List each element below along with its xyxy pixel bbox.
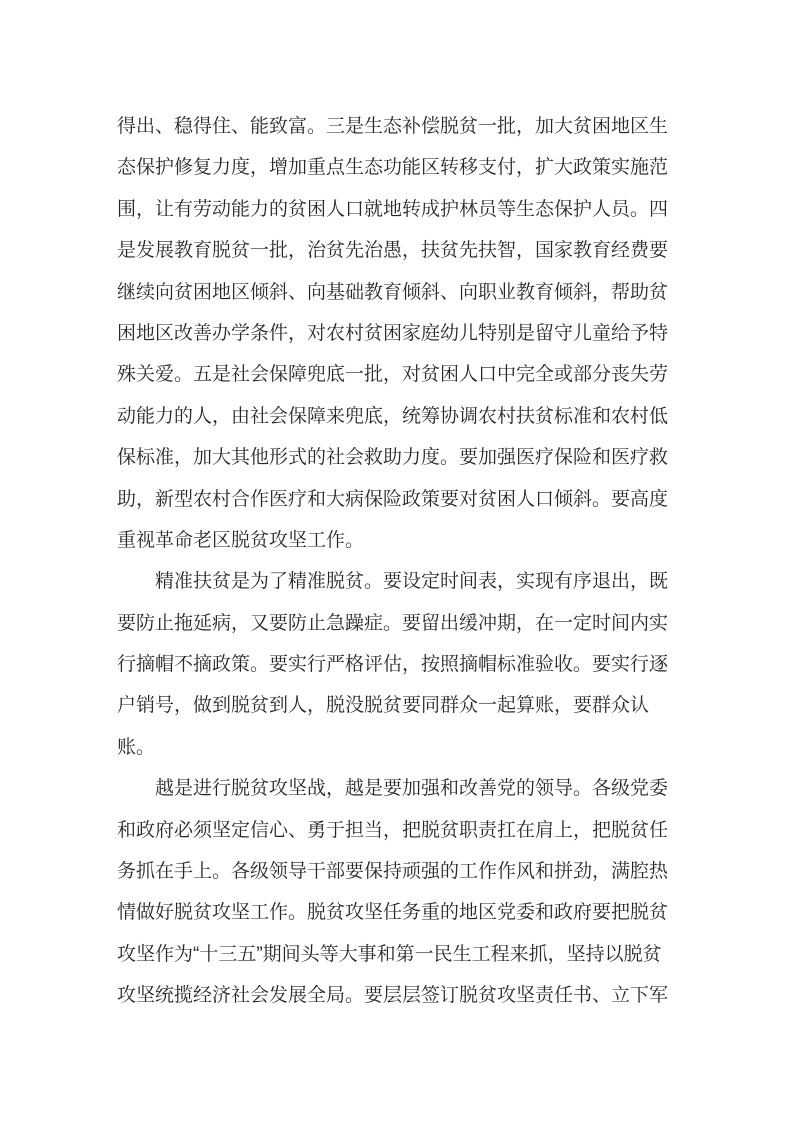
text-line: 得出、稳得住、能致富。三是生态补偿脱贫一批，加大贫困地区生 xyxy=(117,116,669,137)
text-line: 围，让有劳动能力的贫困人口就地转成护林员等生态保护人员。四 xyxy=(117,198,669,220)
text-line: 殊关爱。五是社会保障兜底一批，对贫困人口中完全或部分丧失劳 xyxy=(117,364,669,386)
text-line: 务抓在手上。各级领导干部要保持顽强的工作作风和拼劲，满腔热 xyxy=(117,861,669,883)
text-line: 动能力的人，由社会保障来兜底，统筹协调农村扶贫标准和农村低 xyxy=(117,405,669,427)
document-body-text xyxy=(117,106,683,1017)
text-line: 越是进行脱贫攻坚战，越是要加强和改善党的领导。各级党委 xyxy=(155,778,669,800)
text-line: 攻坚作为“十三五”期间头等大事和第一民生工程来抓，坚持以脱贫 xyxy=(117,943,662,965)
text-line: 户销号，做到脱贫到人，脱没脱贫要同群众一起算账，要群众认 xyxy=(117,695,650,717)
paragraph xyxy=(117,768,683,1016)
text-line: 困地区改善办学条件，对农村贫困家庭幼儿特别是留守儿童给予特 xyxy=(117,322,669,344)
text-line: 态保护修复力度，增加重点生态功能区转移支付，扩大政策实施范 xyxy=(117,157,669,179)
text-line: 助，新型农村合作医疗和大病保险政策要对贫困人口倾斜。要高度 xyxy=(117,488,669,510)
text-line: 精准扶贫是为了精准脱贫。要设定时间表，实现有序退出，既 xyxy=(155,571,669,593)
text-line: 行摘帽不摘政策。要实行严格评估，按照摘帽标准验收。要实行逐 xyxy=(117,654,669,676)
paragraph xyxy=(117,106,683,561)
text-line: 重视革命老区脱贫攻坚工作。 xyxy=(117,529,365,551)
text-line: 和政府必须坚定信心、勇于担当，把脱贫职责扛在肩上，把脱贫任 xyxy=(117,819,669,841)
paragraph xyxy=(117,561,683,768)
text-line: 攻坚统揽经济社会发展全局。要层层签订脱贫攻坚责任书、立下军 xyxy=(117,985,669,1007)
text-line: 继续向贫困地区倾斜、向基础教育倾斜、向职业教育倾斜，帮助贫 xyxy=(117,281,669,303)
text-line: 要防止拖延病，又要防止急躁症。要留出缓冲期，在一定时间内实 xyxy=(117,612,669,634)
text-line: 保标准，加大其他形式的社会救助力度。要加强医疗保险和医疗救 xyxy=(117,447,669,469)
text-line: 是发展教育脱贫一批，治贫先治愚，扶贫先扶智，国家教育经费要 xyxy=(117,240,669,262)
text-line: 情做好脱贫攻坚工作。脱贫攻坚任务重的地区党委和政府要把脱贫 xyxy=(117,902,669,924)
text-line: 账。 xyxy=(117,736,156,758)
